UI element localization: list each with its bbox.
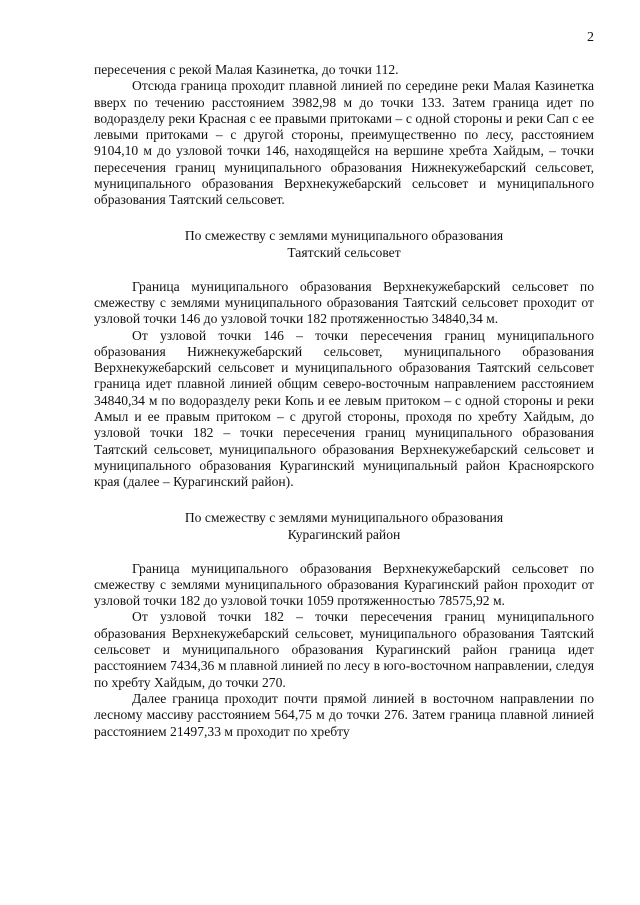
page-number: 2 [587,30,594,45]
paragraph: От узловой точки 146 – точки пересечения границ муниципального образования Нижнекужебарский сельсовет, муниципального образования Верхнекужебарский сельсовет и муниципального образования Таятский сельсовет граница идет плавной линией общим северо-восточным направлением расстоянием 34840,34 м по водоразделу реки Копь и ее левым притоком – с одной стороны и реки Амыл и ее правым притоком – с другой стороны, проходя по хребту Хайдым, до узловой точки 182 – точки пересечения границ муниципального образования Таятский сельсовет, муниципального образования Верхнекужебарский сельсовет и муниципального образования Курагинский муниципальный район Красноярского края (далее – Курагинский район). [94,327,594,490]
paragraph: Отсюда граница проходит плавной линией по середине реки Малая Казинетка вверх по течению расстоянием 3982,98 м до точки 133. Затем граница идет по водоразделу реки Красная с ее правыми притоками – с одной стороны и реки Сап с ее левыми притоками – с другой стороны, преимущественно по лесу, расстоянием 9104,10 м до узловой точки 146, находящейся на вершине хребта Хайдым, – точки пересечения границ муниципального образования Нижнекужебарский сельсовет, муниципального образования Верхнекужебарский сельсовет и муниципального образования Таятский сельсовет. [94,78,594,208]
section-heading-line: По смежеству с землями муниципального образования [184,227,504,243]
paragraph: Граница муниципального образования Верхнекужебарский сельсовет по смежеству с землями муниципального образования Курагинский район проходит от узловой точки 182 до узловой точки 1059 протяженностью 78575,92 м. [94,560,594,609]
paragraph: От узловой точки 182 – точки пересечения границ муниципального образования Верхнекужебарский сельсовет, муниципального образования Таятский сельсовет и муниципального образования Курагинский район граница идет расстоянием 7434,36 м плавной линией по лесу в юго-восточном направлении, следуя по хребту Хайдым, до точки 270. [94,609,594,690]
paragraph: Граница муниципального образования Верхнекужебарский сельсовет по смежеству с землями муниципального образования Таятский сельсовет проходит от узловой точки 146 до узловой точки 182 протяженностью 34840,34 м. [94,278,594,327]
section-heading-line: Курагинский район [287,526,401,542]
section-heading-line: Таятский сельсовет [287,244,401,260]
paragraph: Далее граница проходит почти прямой линией в восточном направлении по лесному массиву расстоянием 564,75 м до точки 276. Затем граница плавной линией расстоянием 21497,33 м проходит по хребту [94,690,594,739]
section-heading-line: По смежеству с землями муниципального образования [184,509,504,525]
document-body [94,0,594,740]
paragraph-continuation: пересечения с рекой Малая Казинетка, до точки 112. [94,62,399,77]
